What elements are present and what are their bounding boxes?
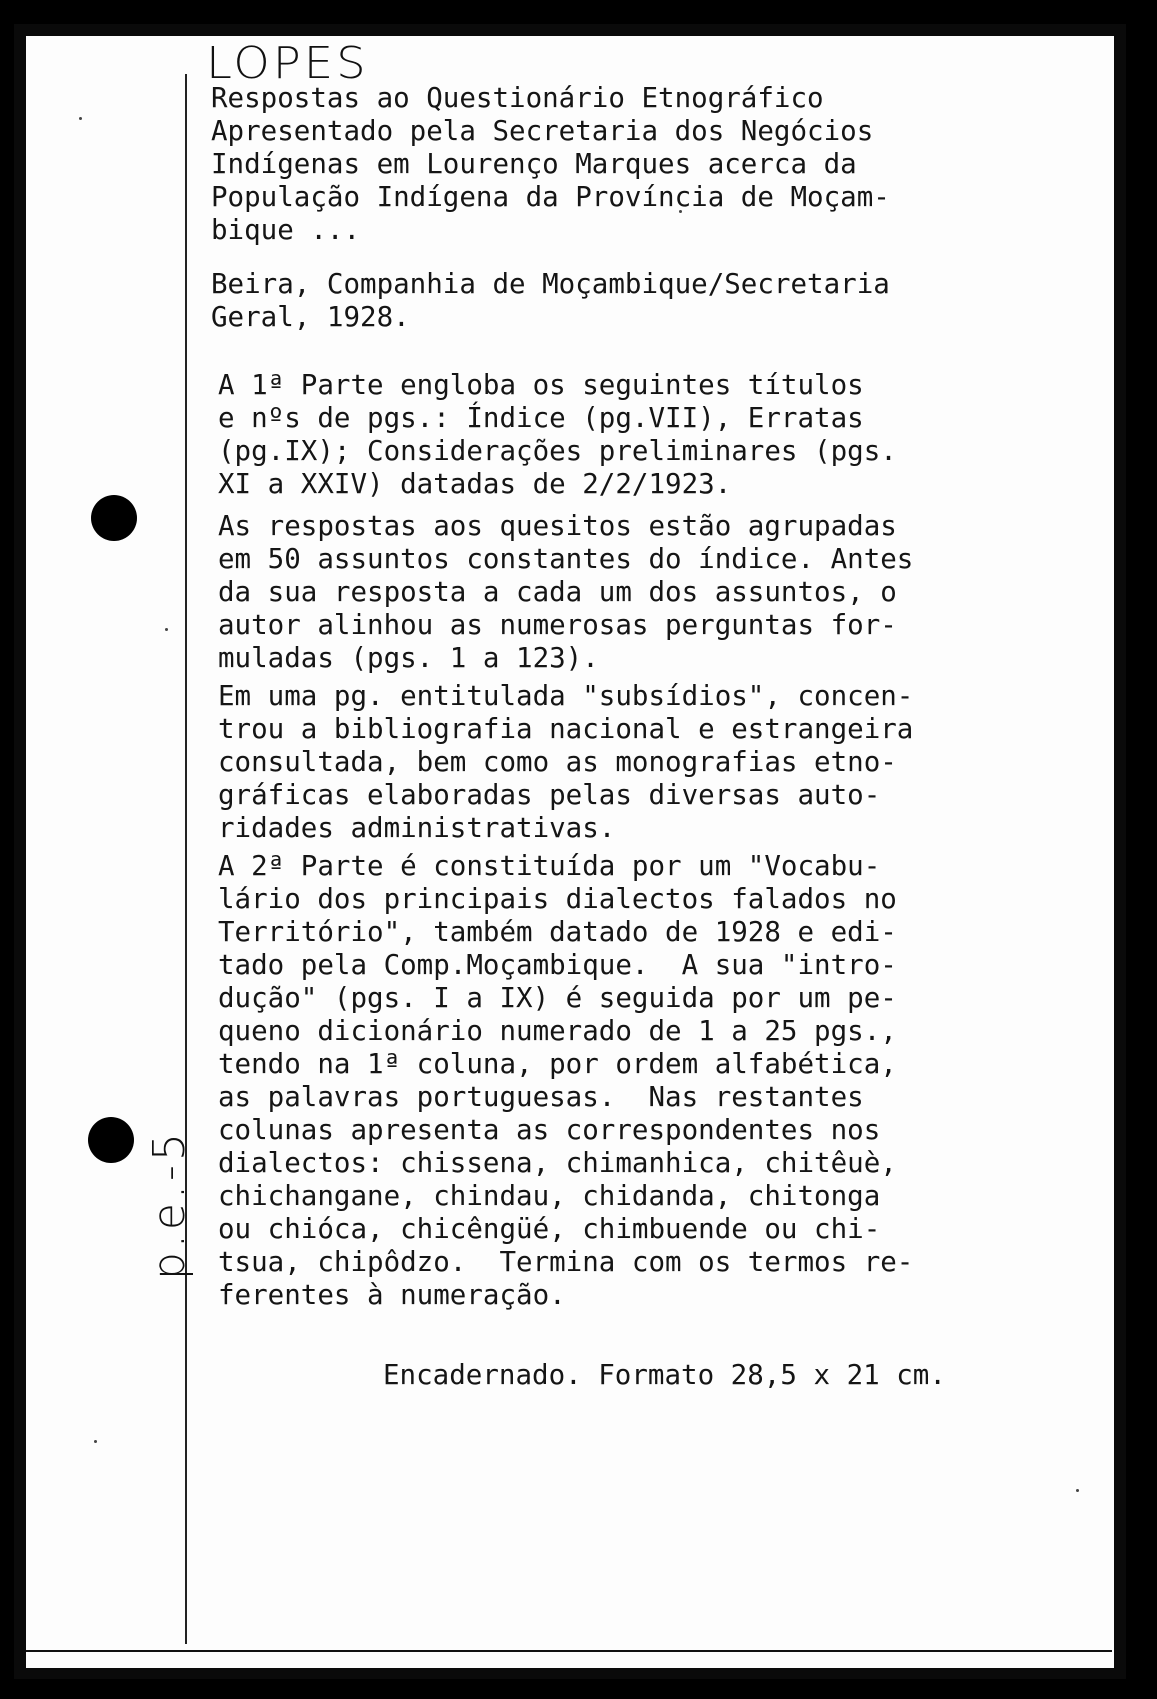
text-line: as palavras portuguesas. Nas restantes	[218, 1081, 864, 1113]
scan-speck	[165, 628, 168, 631]
text-line: ou chióca, chicêngüé, chimbuende ou chi-	[218, 1213, 881, 1245]
text-line: queno dicionário numerado de 1 a 25 pgs.,	[218, 1015, 897, 1047]
text-line: dialectos: chissena, chimanhica, chitêuè,	[218, 1147, 897, 1179]
text-line: Território", também datado de 1928 e edi-	[218, 916, 897, 948]
scan-border-top	[14, 24, 1126, 36]
text-line: gráficas elaboradas pelas diversas auto-	[218, 779, 881, 811]
paragraph-second-part	[218, 850, 913, 1312]
text-line: tsua, chipôdzo. Termina com os termos re-	[218, 1246, 914, 1278]
scan-border-right	[1114, 24, 1126, 1679]
text-line: chichangane, chindau, chidanda, chitonga	[218, 1180, 881, 1212]
text-line: muladas (pgs. 1 a 123).	[218, 642, 599, 674]
text-line: consultada, bem como as monografias etno-	[218, 746, 897, 778]
publication-line: Geral, 1928.	[211, 301, 410, 333]
text-line: (pg.IX); Considerações preliminares (pgs.	[218, 435, 897, 467]
scan-speck	[1076, 1489, 1079, 1492]
text-line: tendo na 1ª coluna, por ordem alfabética,	[218, 1048, 897, 1080]
handwritten-author-note: LOPES	[206, 38, 369, 89]
paragraph-answers	[218, 510, 913, 675]
text-line: autor alinhou as numerosas perguntas for-	[218, 609, 897, 641]
text-line: dução" (pgs. I a IX) é seguida por um pe-	[218, 982, 897, 1014]
publication-line: Beira, Companhia de Moçambique/Secretaria	[211, 268, 890, 300]
text-line: XI a XXIV) datadas de 2/2/1923.	[218, 468, 732, 500]
punch-hole-upper	[91, 495, 137, 541]
scan-speck	[79, 117, 82, 120]
handwritten-side-note: p.e.-5	[144, 1129, 195, 1280]
margin-rule	[185, 74, 187, 1644]
text-line: colunas apresenta as correspondentes nos	[218, 1114, 881, 1146]
scan-border-bottom	[14, 1668, 1126, 1679]
publication-info	[211, 268, 890, 334]
document-page	[14, 24, 1126, 1679]
text-line: A 2ª Parte é constituída por um "Vocabu-	[218, 850, 881, 882]
paragraph-first-part	[218, 369, 897, 501]
text-line: ridades administrativas.	[218, 812, 616, 844]
paragraph-bibliography	[218, 680, 913, 845]
text-line: A 1ª Parte engloba os seguintes títulos	[218, 369, 864, 401]
scan-speck	[94, 1440, 97, 1443]
title-line: Respostas ao Questionário Etnográfico	[211, 82, 824, 114]
text-line: lário dos principais dialectos falados no	[218, 883, 897, 915]
scan-border-left	[14, 24, 26, 1679]
title-line: bique ...	[211, 214, 361, 246]
text-line: tado pela Comp.Moçambique. A sua "intro-	[218, 949, 897, 981]
title-line: Apresentado pela Secretaria dos Negócios	[211, 115, 874, 147]
punch-hole-lower	[88, 1117, 134, 1163]
text-line: As respostas aos quesitos estão agrupadas	[218, 510, 897, 542]
binding-format-note: Encadernado. Formato 28,5 x 21 cm.	[383, 1359, 946, 1391]
text-line: da sua resposta a cada um dos assuntos, o	[218, 576, 897, 608]
text-line: trou a bibliografia nacional e estrangeira	[218, 713, 914, 745]
text-line: Em uma pg. entitulada "subsídios", concen-	[218, 680, 914, 712]
bottom-rule	[26, 1650, 1112, 1652]
title-line: População Indígena da Província de Moçam-	[211, 181, 890, 213]
title-line: Indígenas em Lourenço Marques acerca da	[211, 148, 857, 180]
text-line: ferentes à numeração.	[218, 1279, 566, 1311]
text-line: em 50 assuntos constantes do índice. Antes	[218, 543, 914, 575]
document-title	[211, 82, 890, 247]
text-line: e nºs de pgs.: Índice (pg.VII), Erratas	[218, 402, 864, 434]
